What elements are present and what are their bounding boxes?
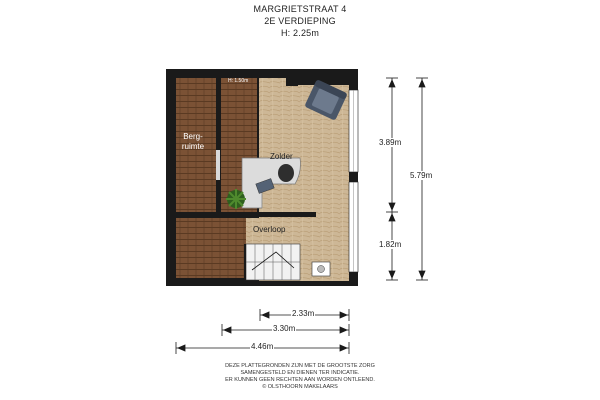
desk-chair-icon <box>278 164 294 182</box>
floor-title: 2E VERDIEPING <box>264 16 336 26</box>
chimney <box>286 78 298 86</box>
room-label-berg-line1: Berg- <box>183 132 203 141</box>
door-gap <box>216 150 220 180</box>
storage-bottom-tiles <box>176 218 246 278</box>
attic-top-strip <box>259 78 286 86</box>
room-label-overloop: Overloop <box>253 225 286 234</box>
dim-vertical-upper: 3.89m <box>379 138 402 147</box>
dim-horizontal-mid: 3.30m <box>273 324 296 333</box>
ceiling-height: H: 2.25m <box>280 28 320 38</box>
room-label-zolder: Zolder <box>270 152 293 161</box>
dim-horizontal-short: 2.33m <box>292 309 315 318</box>
wall-vertical <box>216 78 220 213</box>
disclaimer-line2: SAMENGESTELD EN DIENEN TER INDICATIE. <box>240 370 360 376</box>
dim-vertical-total: 5.79m <box>410 171 433 180</box>
height-mark: H: 1.50m <box>228 78 249 84</box>
plant-icon <box>226 189 246 209</box>
address-title: MARGRIETSTRAAT 4 <box>253 4 347 14</box>
wall-horizontal <box>176 212 316 217</box>
dim-horizontal-total: 4.46m <box>251 342 274 351</box>
disclaimer-line1: DEZE PLATTEGRONDEN ZIJN MET DE GROOTSTE ZORG <box>225 363 375 369</box>
room-label-berg <box>178 132 208 152</box>
stair-wall <box>244 244 246 280</box>
room-label-berg-line2: ruimte <box>181 142 205 151</box>
disclaimer-line4: © OLSTHOORN MAKELAARS <box>262 384 338 390</box>
boiler-icon <box>312 262 330 276</box>
disclaimer-line3: ER KUNNEN GEEN RECHTEN AAN WORDEN ONTLEEND. <box>225 377 375 383</box>
staircase-icon <box>246 244 300 280</box>
dim-vertical-lower: 1.82m <box>379 240 402 249</box>
